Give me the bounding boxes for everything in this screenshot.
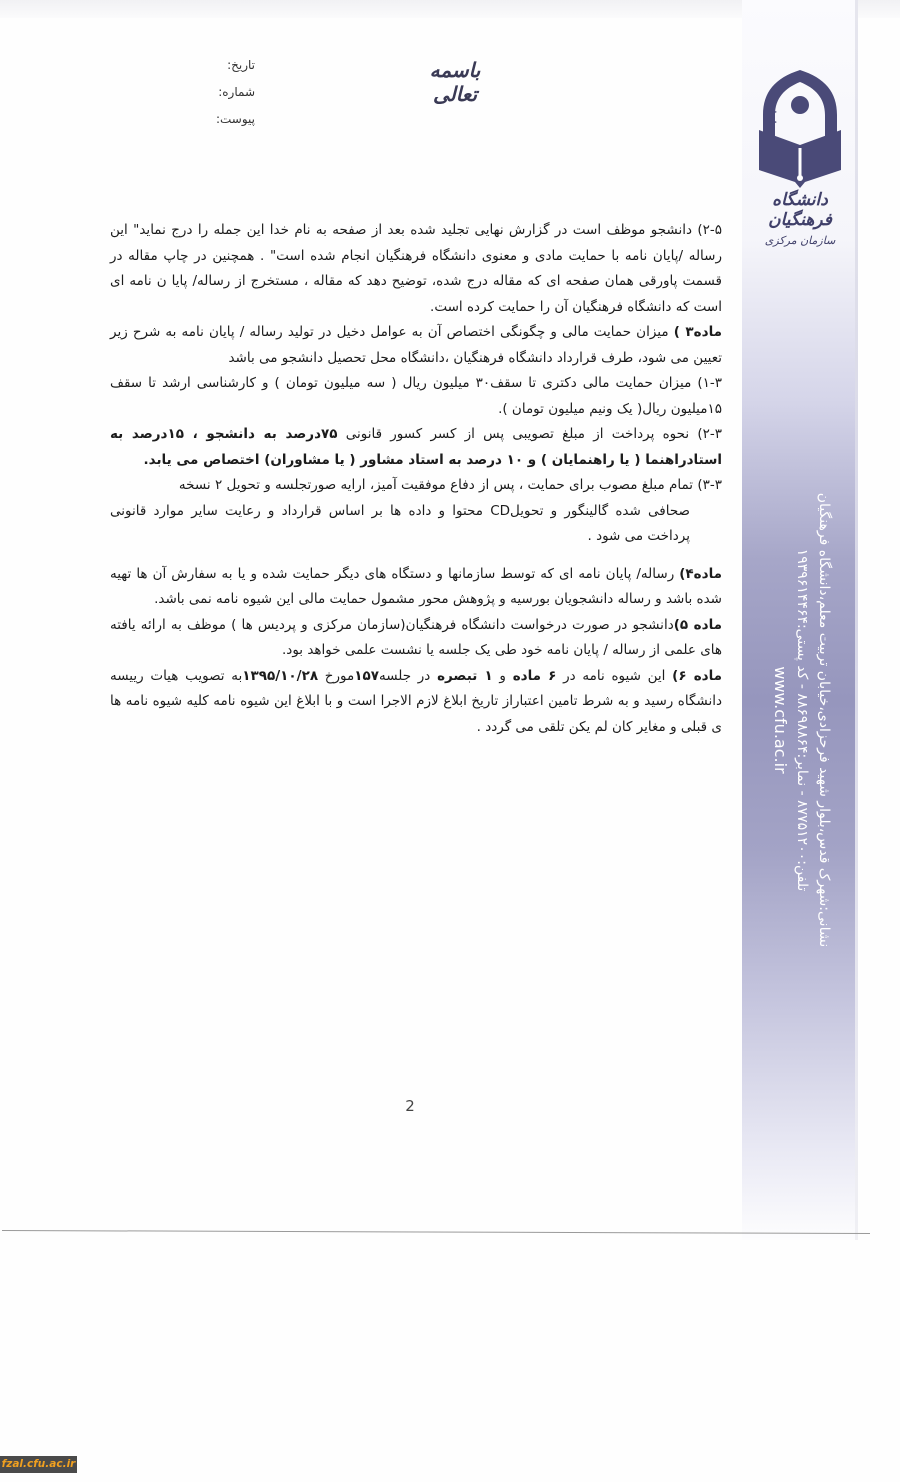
- article-4-text: رساله/ پایان نامه ای که توسط سازمانها و دستگاه های دیگر حمایت شده و یا به سفارش آن ها تهیه شده باشد و رساله دانشجویان بورسیه و پژوهش محور مشمول حمایت مالی این شیوه نامه نمی باشد.: [110, 565, 722, 607]
- article-4-title: ماده۴): [679, 565, 722, 582]
- article-3: [110, 320, 722, 371]
- clause-3-2-text: ۲-۳) نحوه پرداخت از مبلغ تصویبی پس از کسر کسور قانونی: [337, 426, 722, 442]
- article-6-date: ۱۳۹۵/۱۰/۲۸: [242, 667, 319, 684]
- clause-3-1: ۱-۳) میزان حمایت مالی دکتری تا سقف۳۰ میلیون ریال ( سه میلیون تومان ) و کارشناسی ارشد تا سقف ۱۵میلیون ریال( یک ونیم میلیون تومان ).: [110, 375, 722, 417]
- article-6-title: ماده ۶): [672, 667, 723, 684]
- article-3-text: میزان حمایت مالی و چگونگی اختصاص آن به عوامل دخیل در تولید رساله / پایان نامه به شرح زیر تعیین می شود، طرف قرارداد دانشگاه فرهنگیان ،دانشگاه محل تحصیل دانشجو می باشد: [110, 324, 722, 366]
- article-6-note-count: ۱ تبصره: [437, 667, 493, 684]
- article-6-and: و: [492, 667, 513, 684]
- article-6-text-post: به تصویب هیات رییسه دانشگاه رسید و به شرط تامین اعتباراز تاریخ ابلاغ لازم الاجرا است و با ابلاغ این شیوه نامه کلیه شیوه نامه ها ی قبلی و مغایر کان لم یکن تلقی می گردد .: [110, 667, 722, 735]
- article-6: [110, 664, 722, 741]
- logo-title: دانشگاه فرهنگیان: [768, 190, 832, 230]
- article-6-article-count: ۶ ماده: [512, 667, 557, 684]
- contact-line: تلفن:۸۷۷۵۱۲۰۰ - نمابر:۸۸۶۹۸۸۶۴ - کد پستی:۱۹۳۹۶۱۴۴۶۴: [794, 548, 810, 892]
- letter-meta-labels: [195, 52, 255, 133]
- article-5-text: دانشجو در صورت درخواست دانشگاه فرهنگیان(سازمان مرکزی و پردیس ها ) موظف به ارائه یافته های علمی از رساله / پایان نامه خود طی یک جلسه یا نشست علمی خواهد بود.: [110, 616, 722, 658]
- document-body: [110, 218, 722, 740]
- clause-2-5: ۲-۵) دانشجو موظف است در گزارش نهایی تجلید شده بعد از صفحه به نام خدا این جمله را درج نماید" این رساله /پایان نامه با حمایت مادی و معنوی دانشگاه فرهنگیان انجام شده است" . همچنین در چاپ مقاله در قسمت پاورقی همان صفحه ای که مقاله درج شده، توضیح دهد که مقاله ، مستخرج از رساله/ پایا ن نامه ای است که دانشگاه فرهنگیان آن را حمایت کرده است.: [110, 222, 722, 315]
- clause-3-2: [110, 422, 722, 473]
- clause-3-2-shares: ۷۵درصد به دانشجو ، ۱۵درصد به استادراهنما ( یا راهنمایان ) و ۱۰ درصد به استاد مشاور ( یا مشاوران) اختصاص می یابد.: [110, 426, 722, 468]
- article-5: [110, 613, 722, 664]
- article-6-session-number: ۱۵۷: [354, 667, 379, 684]
- article-5-title: ماده ۵): [673, 616, 722, 633]
- page-cut-line: [2, 1230, 870, 1234]
- article-6-text-pre: این شیوه نامه در: [556, 667, 673, 684]
- address-line: نشانی:شهرک قدس،بلوار شهید فرحزادی،خیابان تربیت معلم،دانشگاه فرهنگیان: [816, 492, 832, 948]
- article-3-title: ماده۳ ): [673, 324, 722, 340]
- university-name: [745, 190, 855, 247]
- number-label: شماره:: [218, 85, 255, 99]
- side-band-edge: [855, 0, 858, 1240]
- date-label: تاریخ:: [227, 58, 255, 72]
- article-6-dated: مورخ: [318, 667, 355, 684]
- letterhead-address-block: [762, 360, 842, 1080]
- attachment-label: پیوست:: [215, 112, 255, 126]
- university-logo-icon: [755, 70, 845, 190]
- bismillah-heading: باسمه تعالی: [429, 58, 481, 106]
- site-watermark: fzal.cfu.ac.ir: [0, 1456, 77, 1473]
- clause-3-3: ۳-۳) تمام مبلغ مصوب برای حمایت ، پس از دفاع موفقیت آمیز، ارایه صورتجلسه و تحویل ۲ نسخه: [178, 477, 722, 493]
- article-4: [110, 562, 722, 613]
- article-6-text-mid: در جلسه: [378, 667, 438, 684]
- page-number: 2: [405, 1097, 415, 1115]
- logo-subtitle: سازمان مرکزی: [764, 234, 836, 247]
- clause-3-3-continued: صحافی شده گالینگور و تحویلCD محتوا و داده ها بر اساس قرارداد و رعایت سایر موارد قانونی پرداخت می شود .: [110, 502, 690, 544]
- website-link[interactable]: www.cfu.ac.ir: [771, 666, 790, 774]
